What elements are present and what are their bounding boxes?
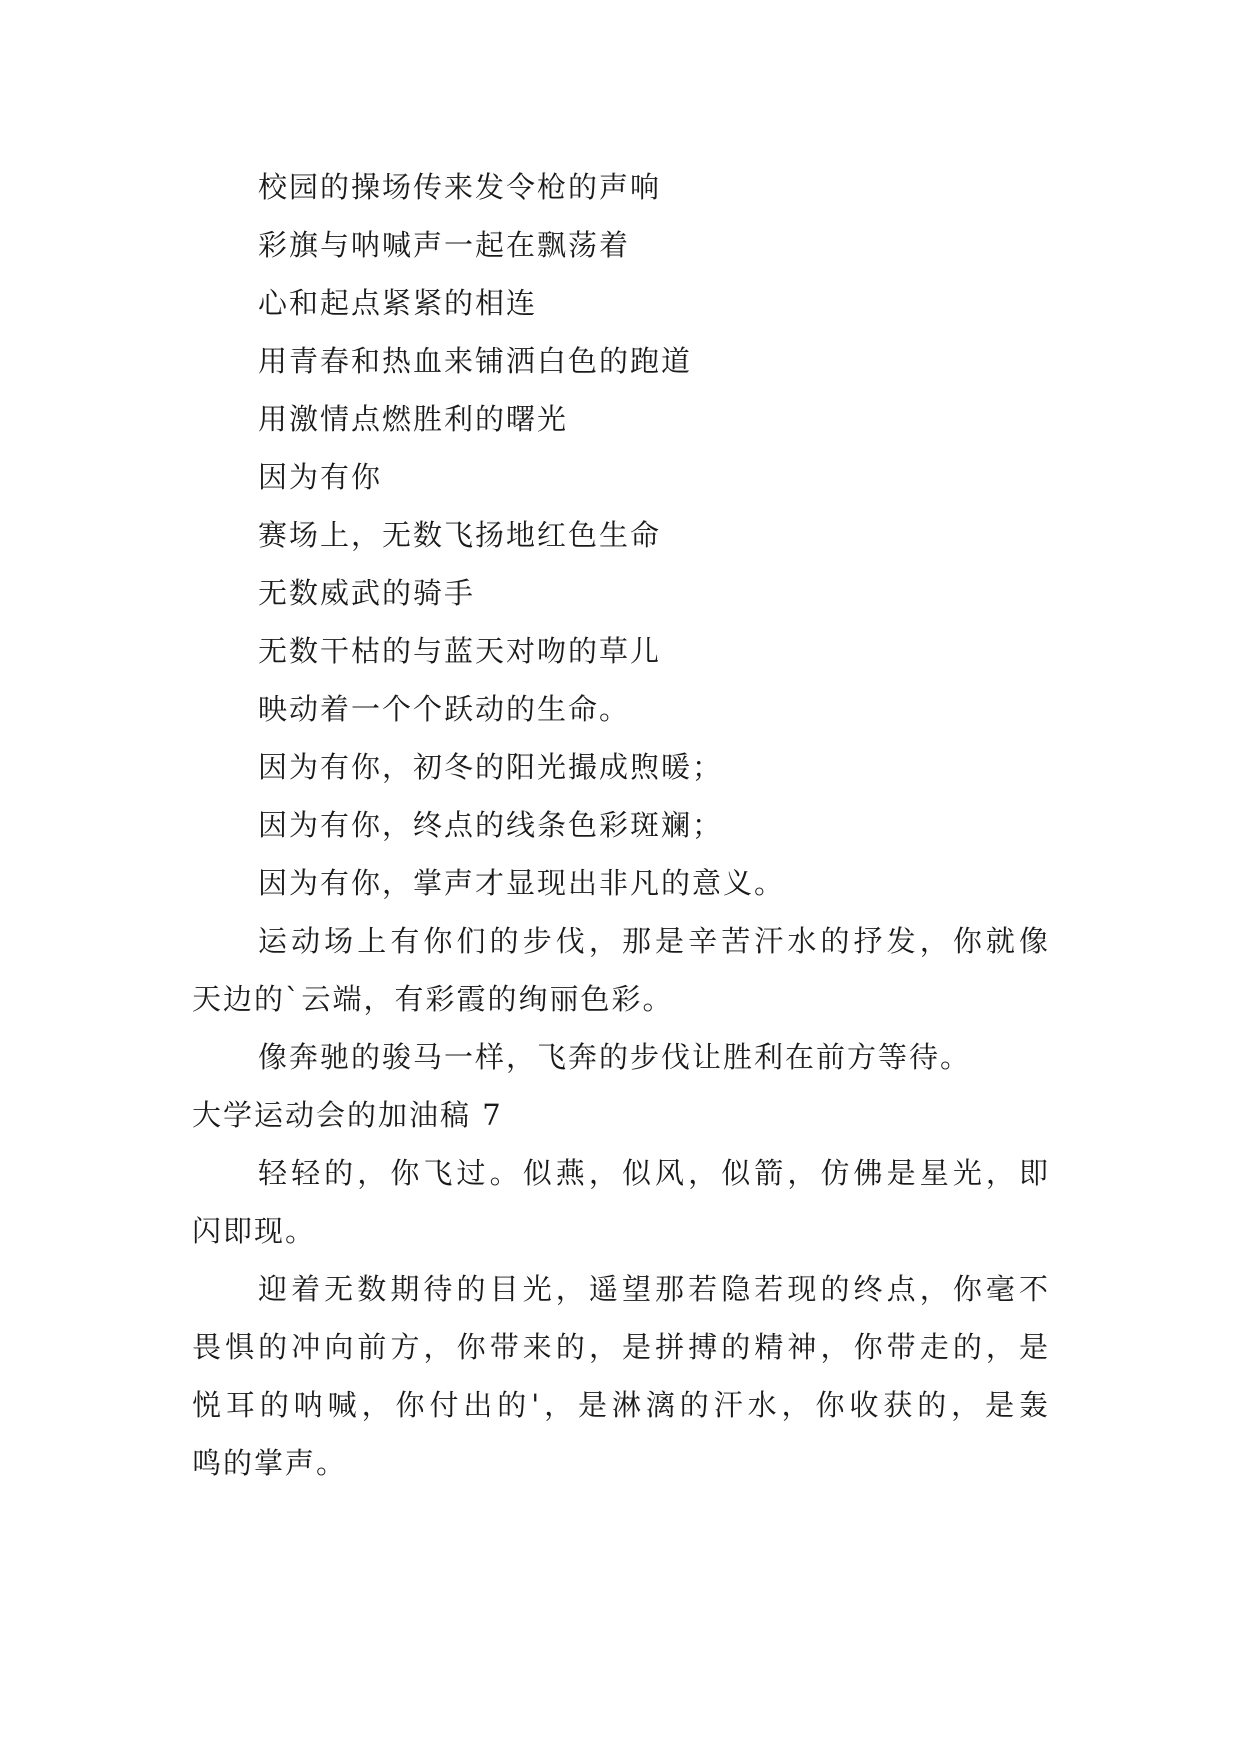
section-heading: 大学运动会的加油稿 7: [192, 1098, 503, 1132]
poem-line: 因为有你: [258, 460, 383, 494]
poem-line: 用青春和热血来铺洒白色的跑道: [258, 344, 693, 378]
poem-line: 校园的操场传来发令枪的声响: [258, 170, 662, 204]
poem-line: 彩旗与呐喊声一起在飘荡着: [258, 228, 631, 262]
paragraph-line: 悦耳的呐喊，你付出的'，是淋漓的汗水，你收获的，是轰: [192, 1388, 1050, 1422]
poem-line: 无数威武的骑手: [258, 576, 476, 610]
poem-line: 因为有你，初冬的阳光撮成煦暖；: [258, 750, 724, 784]
paragraph-line: 迎着无数期待的目光，遥望那若隐若现的终点，你毫不: [258, 1272, 1050, 1306]
paragraph-line: 畏惧的冲向前方，你带来的，是拼搏的精神，你带走的，是: [192, 1330, 1050, 1364]
paragraph-line: 闪即现。: [192, 1214, 317, 1248]
paragraph-line: 鸣的掌声。: [192, 1446, 348, 1480]
poem-line: 赛场上，无数飞扬地红色生命: [258, 518, 662, 552]
poem-line: 无数干枯的与蓝天对吻的草儿: [258, 634, 662, 668]
paragraph-line: 天边的`云端，有彩霞的绚丽色彩。: [192, 982, 674, 1016]
poem-line: 因为有你，掌声才显现出非凡的意义。: [258, 866, 786, 900]
poem-line: 映动着一个个跃动的生命。: [258, 692, 631, 726]
paragraph-line: 运动场上有你们的步伐，那是辛苦汗水的抒发，你就像: [258, 924, 1050, 958]
poem-line: 用激情点燃胜利的曙光: [258, 402, 569, 436]
paragraph-line: 轻轻的，你飞过。似燕，似风，似箭，仿佛是星光，即: [258, 1156, 1050, 1190]
paragraph-line: 像奔驰的骏马一样，飞奔的步伐让胜利在前方等待。: [258, 1040, 972, 1074]
poem-line: 因为有你，终点的线条色彩斑斓；: [258, 808, 724, 842]
document-body: [192, 158, 1050, 1492]
poem-line: 心和起点紧紧的相连: [258, 286, 538, 320]
